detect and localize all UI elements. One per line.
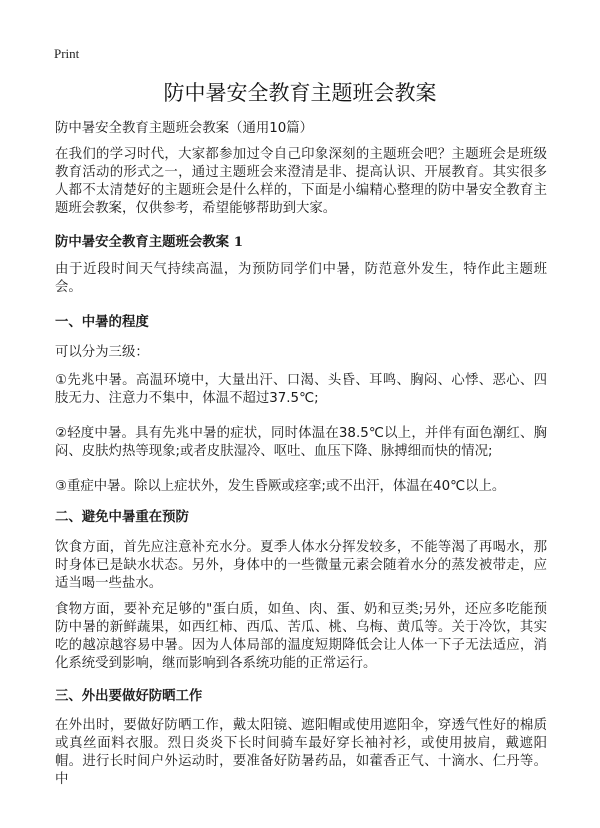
section-3-paragraph bbox=[55, 717, 547, 789]
lesson-intro-text: 由于近段时间天气持续高温，为预防同学们中暑，防范意外发生，特作此主题班会。 bbox=[55, 262, 547, 295]
paragraph-text: ③重症中暑。除以上症状外，发生昏厥或痉挛;或不出汗，体温在40℃以上。 bbox=[55, 479, 506, 494]
section-2-paragraph bbox=[55, 601, 547, 673]
lesson-heading bbox=[55, 233, 547, 251]
section-1-paragraph bbox=[55, 344, 547, 362]
section-1-paragraph bbox=[55, 425, 547, 461]
section-2-paragraph bbox=[55, 539, 547, 593]
paragraph-text: 可以分为三级： bbox=[55, 345, 149, 360]
paragraph-text: 在外出时，要做好防晒工作，戴太阳镜、遮阳帽或使用遮阳伞，穿透气性好的棉质或真丝面料衣服。烈日炎炎下长时间骑车最好穿长袖衬衫，或使用披肩，戴遮阳帽。进行长时间户外运动时，要准备好防暑药品，如藿香正气、十滴水、仁丹等。中 bbox=[55, 718, 547, 787]
section-heading-text: 二、避免中暑重在预防 bbox=[55, 509, 189, 525]
section-heading-2 bbox=[55, 508, 547, 526]
lesson-intro-paragraph bbox=[55, 261, 547, 297]
document-subtitle bbox=[55, 120, 547, 138]
page-title: 防中暑安全教育主题班会教案 bbox=[163, 81, 437, 105]
subtitle-text: 防中暑安全教育主题班会教案（通用10篇） bbox=[55, 121, 314, 136]
section-heading-3 bbox=[55, 687, 547, 705]
section-heading-1 bbox=[55, 313, 547, 331]
intro-paragraph bbox=[55, 146, 547, 218]
paragraph-text: ②轻度中暑。具有先兆中暑的症状，同时体温在38.5℃以上，并伴有面色潮红、胸闷、皮肤灼热等现象;或者皮肤湿冷、呕吐、血压下降、脉搏细而快的情况; bbox=[55, 426, 547, 459]
paragraph-text: 饮食方面，首先应注意补充水分。夏季人体水分挥发较多，不能等渴了再喝水，那时身体已是缺水状态。另外，身体中的一些微量元素会随着水分的蒸发被带走，应适当喝一些盐水。 bbox=[55, 540, 547, 591]
intro-text: 在我们的学习时代，大家都参加过令自己印象深刻的主题班会吧？主题班会是班级教育活动的形式之一，通过主题班会来澄清是非、提高认识、开展教育。其实很多人都不太清楚好的主题班会是什么样的，下面是小编精心整理的防中暑安全教育主题班会教案，仅供参考，希望能够帮助到大家。 bbox=[55, 147, 547, 216]
section-1-paragraph bbox=[55, 478, 547, 496]
section-heading-text: 一、中暑的程度 bbox=[55, 314, 149, 330]
print-link[interactable]: Print bbox=[54, 46, 80, 61]
section-heading-text: 三、外出要做好防晒工作 bbox=[55, 688, 203, 704]
lesson-heading-text: 防中暑安全教育主题班会教案 1 bbox=[55, 234, 244, 250]
paragraph-text: ①先兆中暑。高温环境中，大量出汗、口渴、头昏、耳鸣、胸闷、心悸、恶心、四肢无力、注意力不集中，体温不超过37.5℃; bbox=[55, 373, 547, 406]
section-1-paragraph bbox=[55, 372, 547, 408]
paragraph-text: 食物方面，要补充足够的"蛋白质，如鱼、肉、蛋、奶和豆类;另外，还应多吃能预防中暑的新鲜蔬果，如西红柿、西瓜、苦瓜、桃、乌梅、黄瓜等。关于冷饮，其实吃的越凉越容易中暑。因为人体局部的温度短期降低会让人体一下子无法适应，消化系统受到影响，继而影响到各系统功能的正常运行。 bbox=[55, 602, 547, 671]
